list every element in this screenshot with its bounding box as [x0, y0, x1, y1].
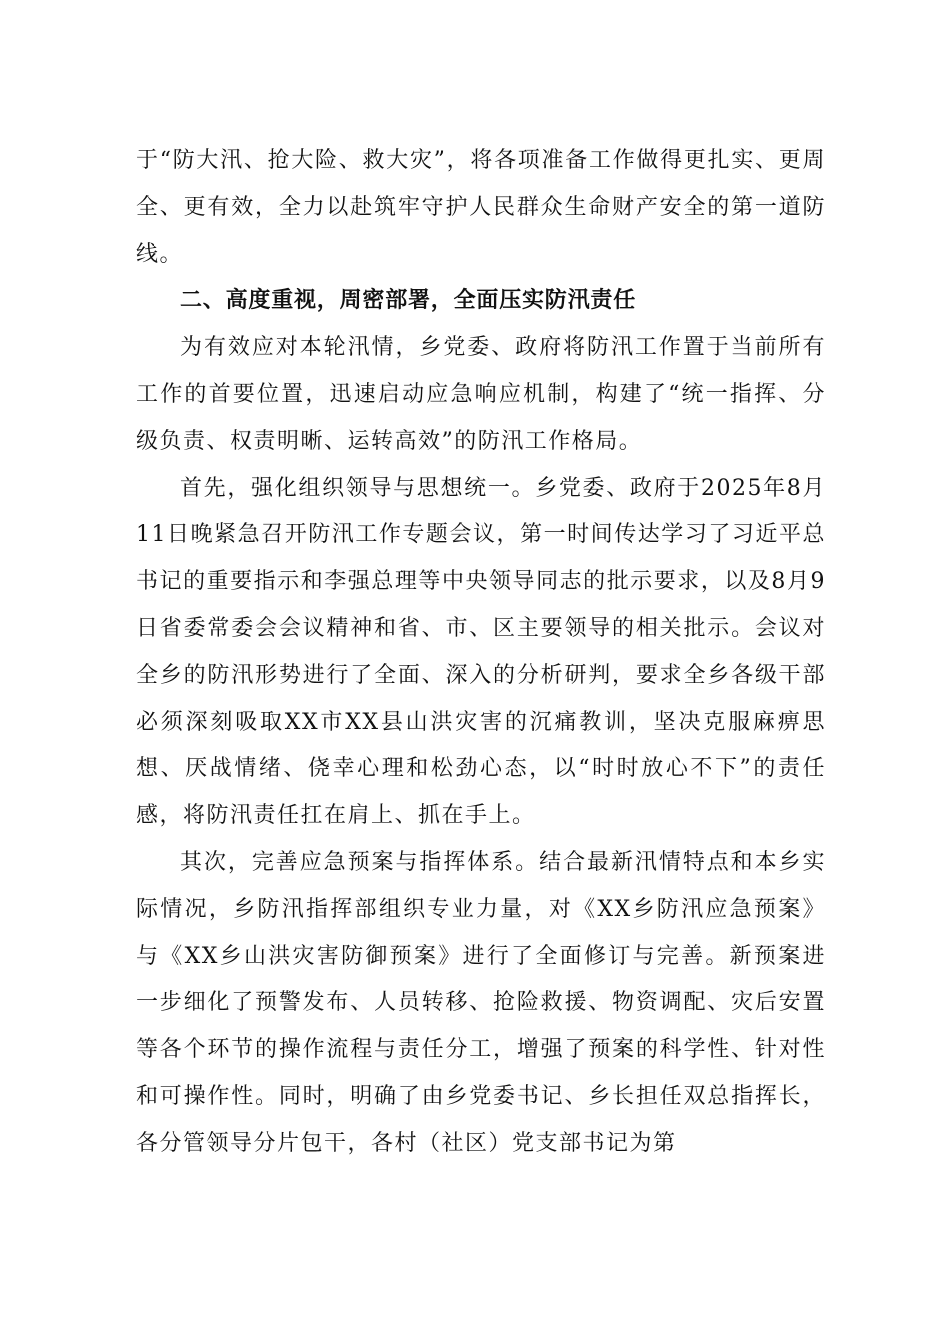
section-heading: 二、高度重视，周密部署，全面压实防汛责任 — [180, 288, 637, 314]
paragraph-continuation: 于“防大汛、抢大险、救大灾”，将各项准备工作做得更扎实、更周全、更有效，全力以赴筑牢守护人民群众生命财产安全的第一道防线。 — [136, 148, 826, 267]
paragraph-second: 其次，完善应急预案与指挥体系。结合最新汛情特点和本乡实际情况，乡防汛指挥部组织专业力量，对《XX乡防汛应急预案》与《XX乡山洪灾害防御预案》进行了全面修订与完善。新预案进一步细化了预警发布、人员转移、抢险救援、物资调配、灾后安置等各个环节的操作流程与责任分工，增强了预案的科学性、针对性和可操作性。同时，明确了由乡党委书记、乡长担任双总指挥长，各分管领导分片包干，各村（社区）党支部书记为第 — [136, 849, 826, 1156]
paragraph-intro: 为有效应对本轮汛情，乡党委、政府将防汛工作置于当前所有工作的首要位置，迅速启动应急响应机制，构建了“统一指挥、分级负责、权责明晰、运转高效”的防汛工作格局。 — [136, 335, 826, 454]
document-body — [136, 138, 826, 1168]
paragraph-first: 首先，强化组织领导与思想统一。乡党委、政府于2025年8月11日晚紧急召开防汛工作专题会议，第一时间传达学习了习近平总书记的重要指示和李强总理等中央领导同志的批示要求，以及8月9日省委常委会会议精神和省、市、区主要领导的相关批示。会议对全乡的防汛形势进行了全面、深入的分析研判，要求全乡各级干部必须深刻吸取XX市XX县山洪灾害的沉痛教训，坚决克服麻痹思想、厌战情绪、侥幸心理和松劲心态，以“时时放心不下”的责任感，将防汛责任扛在肩上、抓在手上。 — [136, 475, 826, 829]
